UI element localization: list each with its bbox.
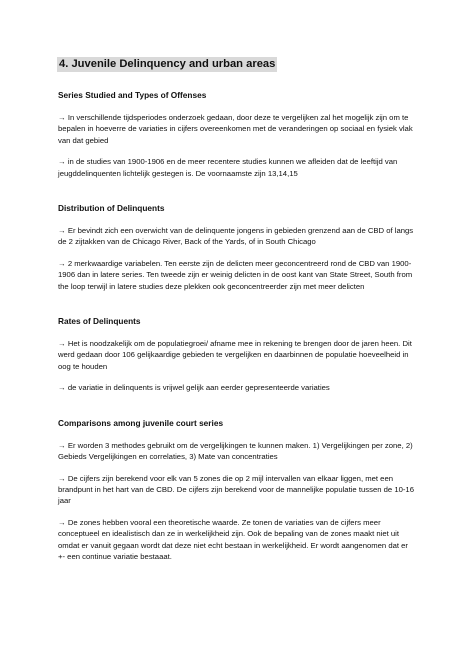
section-heading: Rates of Delinquents [58,316,141,327]
section-heading: Comparisons among juvenile court series [58,417,224,428]
section-heading: Series Studied and Types of Offenses [58,90,207,100]
paragraph: → De zones hebben vooral een theoretische waarde. Ze tonen de variaties van de cijfers meer conceptueel en idealistisch dan ze in werkelijkheid zijn. Ook de bepaling van de zones maakt niet uit omdat er vanuit gegaan wordt dat deze niet echt bestaan in werkelijkheid. Er wordt aangenomen dat er +- een continue variatie bestaaat. [58,517,408,561]
document-title: 4. Juvenile Delinquency and urban areas [59,58,276,70]
paragraph: → 2 merkwaardige variabelen. Ten eerste zijn de delicten meer geconcentreerd rond de CBD van 1900-1906 dan in latere series. Ten tweede zijn er weinig delicten in de oost kant van State Street, South from the loop terwijl in latere studies deze plekken ook geconcentreerder zijn met meer delicten [58,258,413,291]
section-rates [58,316,414,394]
paragraph: → Er bevindt zich een overwicht van de delinquente jongens in gebieden grenzend aan de CBD of langs de 2 zijtakken van de Chicago River, Back of the Yards, of in South Chicago [58,226,414,247]
section-series-studied [58,90,414,179]
paragraph: → Er worden 3 methodes gebruikt om de vergelijkingen te kunnen maken. 1) Vergelijkingen per zone, 2) Gebieds Vergelijkingen en correlaties, 3) Mate van concentraties [58,440,413,462]
paragraph: → In verschillende tijdsperiodes onderzoek gedaan, door deze te vergelijken zal het mogelijk zijn om te bepalen in hoeverre de variaties in cijfers overeenkomen met de veranderingen op sociaal en fysiek vlak van dat gebied [58,113,413,145]
paragraph: → in de studies van 1900-1906 en de meer recentere studies kunnen we afleiden dat de leeftijd van jeugddelinquenten lichtelijk gestegen is. De voornaamste zijn 13,14,15 [58,157,398,178]
paragraph: → De cijfers zijn berekend voor elk van 5 zones die op 2 mijl intervallen van elkaar liggen, met een brandpunt in het hart van de CBD. De cijfers zijn berekend voor de mannelijke populatie tussen de 10-16 jaar [58,473,414,506]
paragraph: → Het is noodzakelijk om de populatiegroei/ afname mee in rekening te brengen door de jaren heen. Dit werd gedaan door 106 gelijkaardige gebieden te vergelijken en daarbinnen de populatie hoeveelheid in oog te houden [58,339,412,371]
section-distribution [58,203,414,292]
section-heading: Distribution of Delinquents [58,203,165,214]
paragraph: → de variatie in delinquents is vrijwel gelijk aan eerder gepresenteerde variaties [58,383,330,393]
section-comparisons [58,418,414,563]
